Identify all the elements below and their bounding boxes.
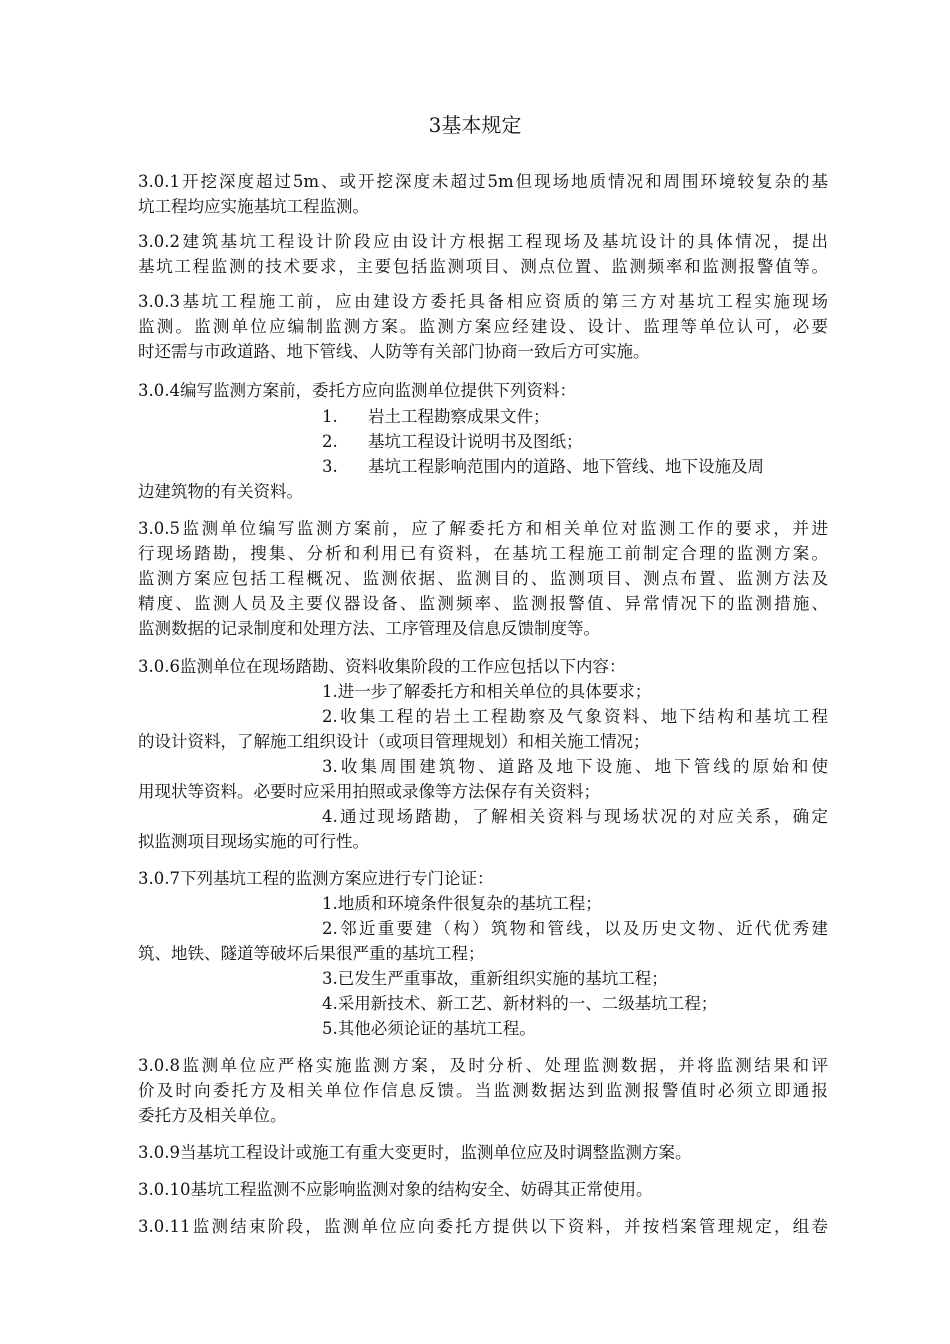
paragraph-line: 委托方及相关单位。 — [138, 1106, 287, 1125]
list-item-text: 基坑工程设计说明书及图纸； — [368, 432, 583, 451]
list-item: 1.进一步了解委托方和相关单位的具体要求； — [322, 682, 652, 701]
paragraph-line: 坑工程均应实施基坑工程监测。 — [138, 197, 369, 216]
paragraph-line: 用现状等资料。必要时应采用拍照或录像等方法保存有关资料； — [138, 782, 600, 801]
paragraph-line: 3.0.2建筑基坑工程设计阶段应由设计方根据工程现场及基坑设计的具体情况，提出 — [138, 232, 828, 251]
list-item-text: 基坑工程影响范围内的道路、地下管线、地下设施及周 — [368, 457, 764, 476]
paragraph-line: 筑、地铁、隧道等破坏后果很严重的基坑工程； — [138, 944, 485, 963]
paragraph-line: 拟监测项目现场实施的可行性。 — [138, 832, 369, 851]
paragraph-line: 3.0.11监测结束阶段，监测单位应向委托方提供以下资料，并按档案管理规定，组卷 — [138, 1217, 828, 1236]
list-number: 1. — [322, 407, 338, 426]
paragraph-line: 监测。监测单位应编制监测方案。监测方案应经建设、设计、监理等单位认可，必要 — [138, 317, 828, 336]
paragraph-line: 3.0.8监测单位应严格实施监测方案，及时分析、处理监测数据，并将监测结果和评 — [138, 1056, 828, 1075]
paragraph-line: 行现场踏勘，搜集、分析和利用已有资料，在基坑工程施工前制定合理的监测方案。 — [138, 544, 828, 563]
paragraph-line: 的设计资料，了解施工组织设计（或项目管理规划）和相关施工情况； — [138, 732, 650, 751]
paragraph-line: 3.0.9当基坑工程设计或施工有重大变更时，监测单位应及时调整监测方案。 — [138, 1143, 692, 1162]
paragraph-line: 3.0.4编写监测方案前，委托方应向监测单位提供下列资料： — [138, 381, 576, 400]
list-item: 2.邻近重要建（构）筑物和管线，以及历史文物、近代优秀建 — [322, 919, 828, 938]
list-item: 4.采用新技术、新工艺、新材料的一、二级基坑工程； — [322, 994, 718, 1013]
section-title: 3基本规定 — [428, 113, 522, 137]
paragraph-line: 监测数据的记录制度和处理方法、工序管理及信息反馈制度等。 — [138, 619, 600, 638]
list-item: 5.其他必须论证的基坑工程。 — [322, 1019, 536, 1038]
paragraph-line: 3.0.5监测单位编写监测方案前，应了解委托方和相关单位对监测工作的要求，并进 — [138, 519, 828, 538]
list-item — [322, 405, 828, 429]
paragraph-line: 3.0.10基坑工程监测不应影响监测对象的结构安全、妨碍其正常使用。 — [138, 1180, 653, 1199]
paragraph-line: 边建筑物的有关资料。 — [138, 482, 303, 501]
list-item — [322, 455, 828, 479]
list-item-text: 岩土工程勘察成果文件； — [368, 407, 550, 426]
list-item: 3.收集周围建筑物、道路及地下设施、地下管线的原始和使 — [322, 757, 828, 776]
list-item: 4.通过现场踏勘，了解相关资料与现场状况的对应关系，确定 — [322, 807, 828, 826]
paragraph-line: 3.0.3基坑工程施工前，应由建设方委托具备相应资质的第三方对基坑工程实施现场 — [138, 292, 828, 311]
paragraph-line: 3.0.6监测单位在现场踏勘、资料收集阶段的工作应包括以下内容： — [138, 657, 626, 676]
paragraph-line: 3.0.1开挖深度超过5m、或开挖深度未超过5m但现场地质情况和周围环境较复杂的基 — [138, 172, 828, 191]
list-item — [322, 430, 828, 454]
paragraph-line: 基坑工程监测的技术要求，主要包括监测项目、测点位置、监测频率和监测报警值等。 — [138, 257, 828, 276]
paragraph-line: 价及时向委托方及相关单位作信息反馈。当监测数据达到监测报警值时必须立即通报 — [138, 1081, 828, 1100]
paragraph-line: 时还需与市政道路、地下管线、人防等有关部门协商一致后方可实施。 — [138, 342, 650, 361]
list-item: 1.地质和环境条件很复杂的基坑工程； — [322, 894, 602, 913]
list-number: 3. — [322, 457, 338, 476]
list-number: 2. — [322, 432, 338, 451]
list-item: 2.收集工程的岩土工程勘察及气象资料、地下结构和基坑工程 — [322, 707, 828, 726]
list-item: 3.已发生严重事故，重新组织实施的基坑工程； — [322, 969, 668, 988]
paragraph-line: 3.0.7下列基坑工程的监测方案应进行专门论证： — [138, 869, 494, 888]
paragraph-line: 监测方案应包括工程概况、监测依据、监测目的、监测项目、测点布置、监测方法及 — [138, 569, 828, 588]
paragraph-line: 精度、监测人员及主要仪器设备、监测频率、监测报警值、异常情况下的监测措施、 — [138, 594, 828, 613]
